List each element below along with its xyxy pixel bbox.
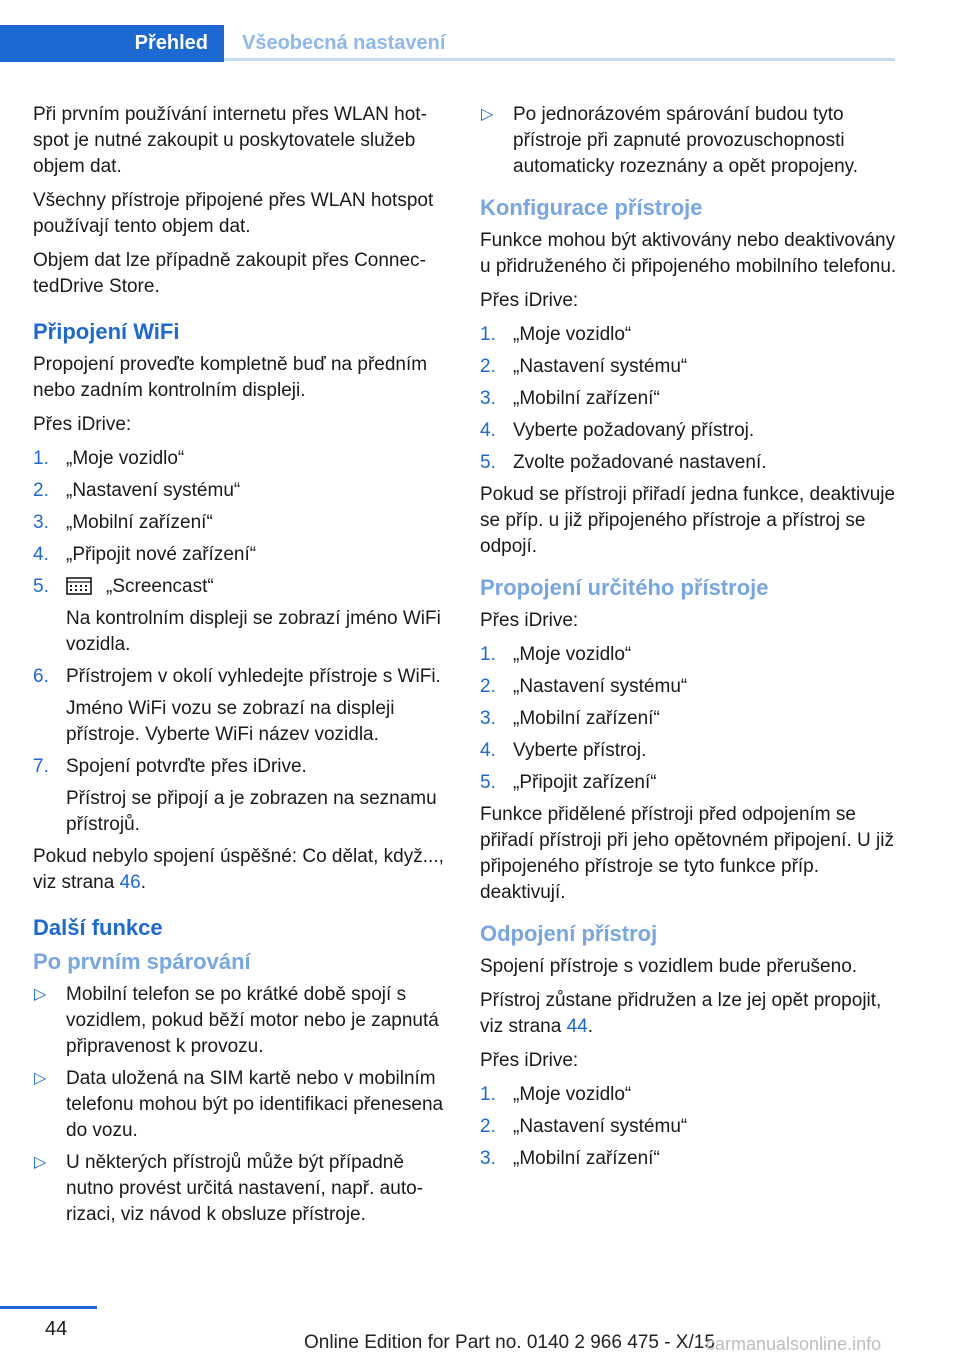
tab-prehled[interactable]: Přehled [0, 25, 224, 62]
list-item: 1. „Moje vozidlo“ [480, 1084, 632, 1105]
list-item: 5. „Připojit zařízení“ [480, 772, 657, 793]
list-item: 3. „Mobilní zařízení“ [480, 708, 660, 729]
intro-paragraph-3: Objem dat lze případně zakoupit přes ConnectedDrive Store. [33, 250, 426, 297]
list-item: ▷ Mobilní telefon se po krátké době spojí s vozidlem, pokud běží motor nebo je zapnutá připravenost k provozu. [34, 984, 439, 1057]
list-item: 4. Vyberte přístroj. [480, 740, 647, 761]
wifi-heading: Připojení WiFi [33, 319, 180, 344]
list-item: 2. „Nastavení systému“ [480, 676, 688, 697]
list-item: 4. Vyberte požadovaný přístroj. [480, 420, 755, 441]
config-paragraph-1: Funkce mohou být aktivovány nebo deaktivovány u přidruženého či připojeného mobilního telefonu. [480, 230, 897, 277]
disconnect-paragraph-1: Spojení přístroje s vozidlem bude přerušeno. [480, 956, 858, 977]
right-column [480, 102, 898, 1178]
list-item: ▷ U některých přístrojů může být případně nutno provést určitá nastavení, např. autorizaci, viz návod k obsluze přístroje. [34, 1152, 423, 1225]
config-paragraph-2: Pokud se přístroji přiřadí jedna funkce, deaktivuje se příp. u již připojeného přístroje a přístroj se odpojí. [480, 484, 896, 557]
watermark: carmanualsonline.info [706, 1334, 882, 1354]
tab-underline [224, 58, 895, 61]
triangle-bullet-icon: ▷ [34, 1154, 47, 1171]
config-via-idrive: Přes iDrive: [480, 290, 579, 311]
connect-steps [480, 642, 898, 796]
after-pairing-heading: Po prvním spárování [33, 949, 251, 974]
screencast-icon [66, 577, 92, 595]
list-item: 5. Zvolte požadované nastavení. [480, 452, 767, 473]
list-item: 3. „Mobilní zařízení“ [33, 512, 213, 533]
list-item: ▷ Po jednorázovém spárování budou tyto přístroje při zapnuté provozuschopnosti automaticky rozeznány a opět propojeny. [481, 104, 859, 177]
list-item: 2. „Nastavení systému“ [480, 356, 688, 377]
more-functions-heading: Další funkce [33, 915, 163, 940]
disconnect-steps [480, 1082, 898, 1172]
page-link-46[interactable]: 46 [119, 872, 141, 893]
triangle-bullet-icon: ▷ [481, 106, 494, 123]
list-item: 4. „Připojit nové zařízení“ [33, 544, 257, 565]
list-item: ▷ Data uložená na SIM kartě nebo v mobilním telefonu mohou být po identifikaci přenesena do vozu. [34, 1068, 444, 1141]
list-item: 1. „Moje vozidlo“ [480, 644, 632, 665]
triangle-bullet-icon: ▷ [34, 1070, 47, 1087]
tab-vseobecna-nastaveni[interactable]: Všeobecná nastavení [242, 32, 446, 54]
page-link-44[interactable]: 44 [566, 1016, 588, 1037]
left-column [33, 102, 451, 1234]
list-item: 3. „Mobilní zařízení“ [480, 388, 660, 409]
list-item: 1. „Moje vozidlo“ [480, 324, 632, 345]
list-item: 2. „Nastavení systému“ [33, 480, 241, 501]
footer-rule [0, 1306, 97, 1309]
config-heading: Konfigurace přístroje [480, 195, 703, 220]
disconnect-heading: Odpojení přístroj [480, 921, 658, 946]
intro-paragraph-2: Všechny přístroje připojené přes WLAN hotspot používají tento objem dat. [33, 190, 434, 237]
list-item: 3. „Mobilní zařízení“ [480, 1148, 660, 1169]
list-item: 2. „Nastavení systému“ [480, 1116, 688, 1137]
disconnect-via-idrive: Přes iDrive: [480, 1050, 579, 1071]
header-tabbar [0, 25, 895, 62]
list-item: 5. „Screencast“ Na kontrolním displeji se zobrazí jméno WiFi vozidla. [33, 576, 441, 655]
list-item: 6. Přístrojem v okolí vyhledejte přístroje s WiFi. Jméno WiFi vozu se zobrazí na displeji přístroje. Vyberte WiFi název vozidla. [33, 666, 441, 745]
connect-device-heading: Propojení určitého přístroje [480, 575, 769, 600]
triangle-bullet-icon: ▷ [34, 986, 47, 1003]
after-pairing-list [33, 982, 451, 1228]
connect-paragraph: Funkce přidělené přístroji před odpojením se přiřadí přístroji při jeho opětovném připojení. U již připojeného přístroje se tyto funkce příp. deaktivují. [480, 804, 894, 903]
connection-failed-paragraph: Pokud nebylo spojení úspěšné: Co dělat, když..., viz strana 46. [33, 846, 444, 893]
wifi-paragraph: Propojení proveďte kompletně buď na předním nebo zadním kontrolním displeji. [33, 354, 428, 401]
config-steps [480, 322, 898, 476]
page-number: 44 [45, 1318, 68, 1340]
edition-text: Online Edition for Part no. 0140 2 966 475 - X/15 [304, 1332, 715, 1353]
disconnect-paragraph-2: Přístroj zůstane přidružen a lze jej opět propojit, viz strana 44. [480, 990, 882, 1037]
intro-paragraph-1: Při prvním používání internetu přes WLAN hotspot je nutné zakoupit u poskytovatele služeb objem dat. [33, 104, 427, 177]
after-pairing-list-continued [480, 102, 898, 180]
wifi-via-idrive: Přes iDrive: [33, 414, 132, 435]
list-item: 7. Spojení potvrďte přes iDrive. Přístroj se připojí a je zobrazen na seznamu přístrojů. [33, 756, 437, 835]
connect-via-idrive: Přes iDrive: [480, 610, 579, 631]
wifi-steps [33, 446, 451, 838]
list-item: 1. „Moje vozidlo“ [33, 448, 185, 469]
